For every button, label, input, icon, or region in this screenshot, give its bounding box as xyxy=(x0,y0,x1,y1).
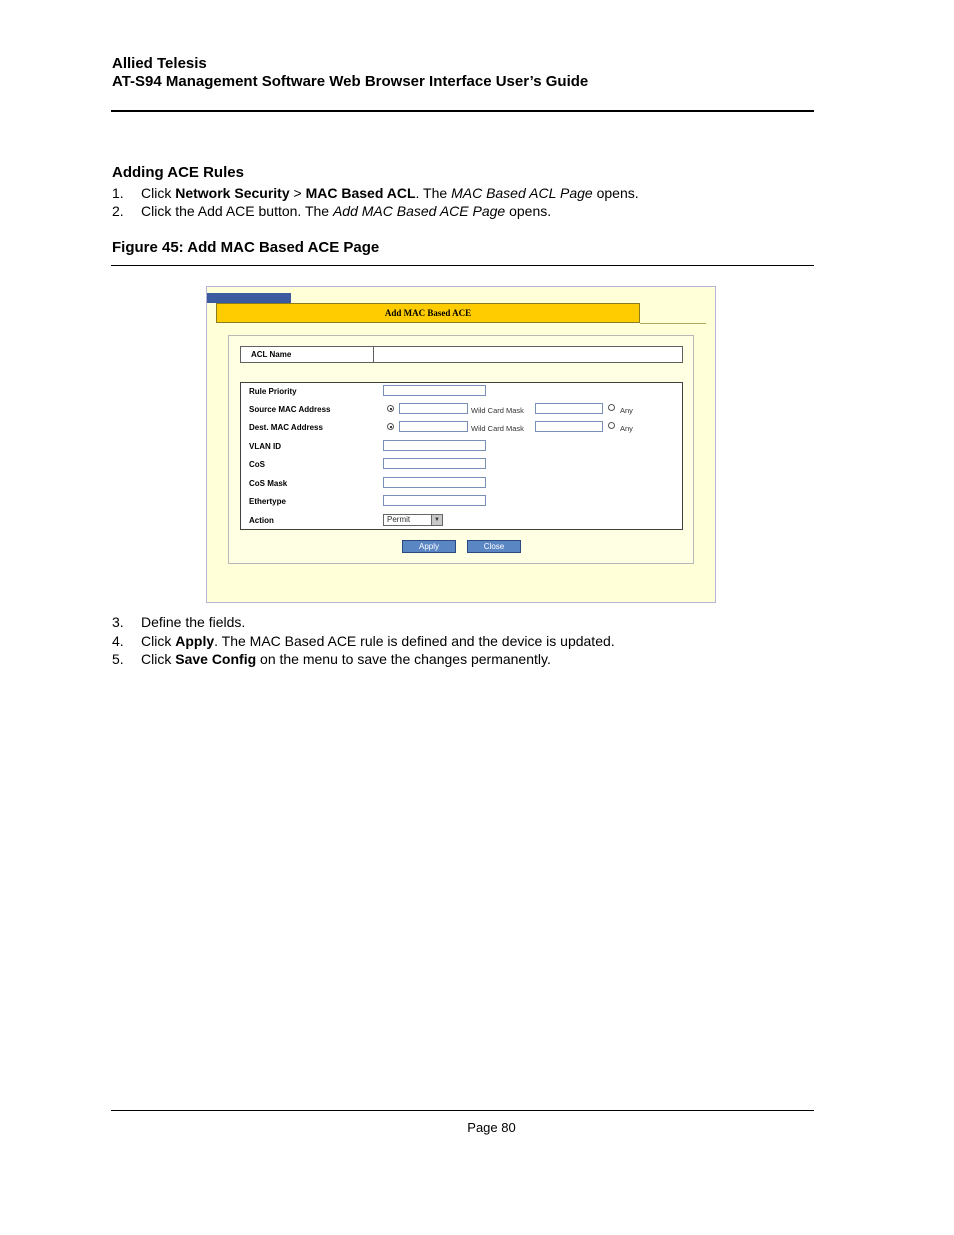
step-bold: Apply xyxy=(175,633,215,649)
step-4 xyxy=(112,633,615,649)
step-text: Define the fields. xyxy=(141,614,246,630)
step-text: Click xyxy=(141,185,176,201)
step-italic: Add MAC Based ACE Page xyxy=(332,203,506,219)
vlan-id-label: VLAN ID xyxy=(249,442,281,451)
figure-rule xyxy=(111,265,814,266)
dest-wildcard-input[interactable] xyxy=(535,421,603,432)
footer-rule xyxy=(111,1110,814,1111)
step-text: opens. xyxy=(505,203,552,219)
step-bold: MAC Based ACL xyxy=(305,185,416,201)
section-title: Adding ACE Rules xyxy=(112,164,244,181)
source-mac-radio[interactable] xyxy=(387,405,394,412)
step-number: 2. xyxy=(112,203,124,219)
step-number: 4. xyxy=(112,633,124,649)
dest-any-label: Any xyxy=(620,424,633,433)
ethertype-label: Ethertype xyxy=(249,497,286,506)
acl-name-label: ACL Name xyxy=(251,350,292,359)
cos-label: CoS xyxy=(249,460,265,469)
figure-caption: Figure 45: Add MAC Based ACE Page xyxy=(112,239,380,256)
page-number: Page 80 xyxy=(467,1120,516,1135)
step-number: 5. xyxy=(112,651,124,667)
action-select-value: Permit xyxy=(387,515,411,524)
source-wildcard-input[interactable] xyxy=(535,403,603,414)
step-text: Click xyxy=(141,633,176,649)
cos-mask-label: CoS Mask xyxy=(249,479,288,488)
dest-mac-radio[interactable] xyxy=(387,423,394,430)
dest-mac-input[interactable] xyxy=(399,421,468,432)
guide-title: AT-S94 Management Software Web Browser Interface User’s Guide xyxy=(112,73,589,90)
window-title: Add MAC Based ACE xyxy=(216,303,640,323)
step-text: Click xyxy=(141,651,176,667)
step-1 xyxy=(112,185,639,201)
dest-mac-label: Dest. MAC Address xyxy=(249,423,323,432)
step-number: 3. xyxy=(112,614,124,630)
step-2 xyxy=(112,203,551,219)
tab-strip xyxy=(207,293,291,303)
rule-priority-label: Rule Priority xyxy=(249,387,297,396)
source-any-radio[interactable] xyxy=(608,404,615,411)
company-name: Allied Telesis xyxy=(112,55,207,72)
cos-input[interactable] xyxy=(383,458,486,469)
step-3 xyxy=(112,614,245,630)
acl-name-row xyxy=(240,346,683,363)
step-number: 1. xyxy=(112,185,124,201)
dest-wildcard-label: Wild Card Mask xyxy=(471,424,524,433)
step-text: > xyxy=(289,185,306,201)
source-mac-input[interactable] xyxy=(399,403,468,414)
chevron-down-icon[interactable]: ▼ xyxy=(431,515,442,525)
step-5 xyxy=(112,651,551,667)
step-text: on the menu to save the changes permanently. xyxy=(256,651,551,667)
rule-priority-input[interactable] xyxy=(383,385,486,396)
step-text: Click the Add ACE button. The xyxy=(141,203,333,219)
step-text: opens. xyxy=(592,185,639,201)
title-divider xyxy=(640,323,706,324)
step-text: . The MAC Based ACE rule is defined and the device is updated. xyxy=(214,633,615,649)
step-bold: Network Security xyxy=(175,185,290,201)
source-mac-label: Source MAC Address xyxy=(249,405,331,414)
cos-mask-input[interactable] xyxy=(383,477,486,488)
ethertype-input[interactable] xyxy=(383,495,486,506)
action-select[interactable] xyxy=(383,514,443,526)
step-text: . The xyxy=(415,185,452,201)
dest-any-radio[interactable] xyxy=(608,422,615,429)
source-wildcard-label: Wild Card Mask xyxy=(471,406,524,415)
action-label: Action xyxy=(249,516,274,525)
close-button[interactable]: Close xyxy=(467,540,521,553)
vlan-id-input[interactable] xyxy=(383,440,486,451)
apply-button[interactable]: Apply xyxy=(402,540,456,553)
step-italic: MAC Based ACL Page xyxy=(451,185,593,201)
header-rule xyxy=(111,110,814,112)
source-any-label: Any xyxy=(620,406,633,415)
step-bold: Save Config xyxy=(175,651,257,667)
